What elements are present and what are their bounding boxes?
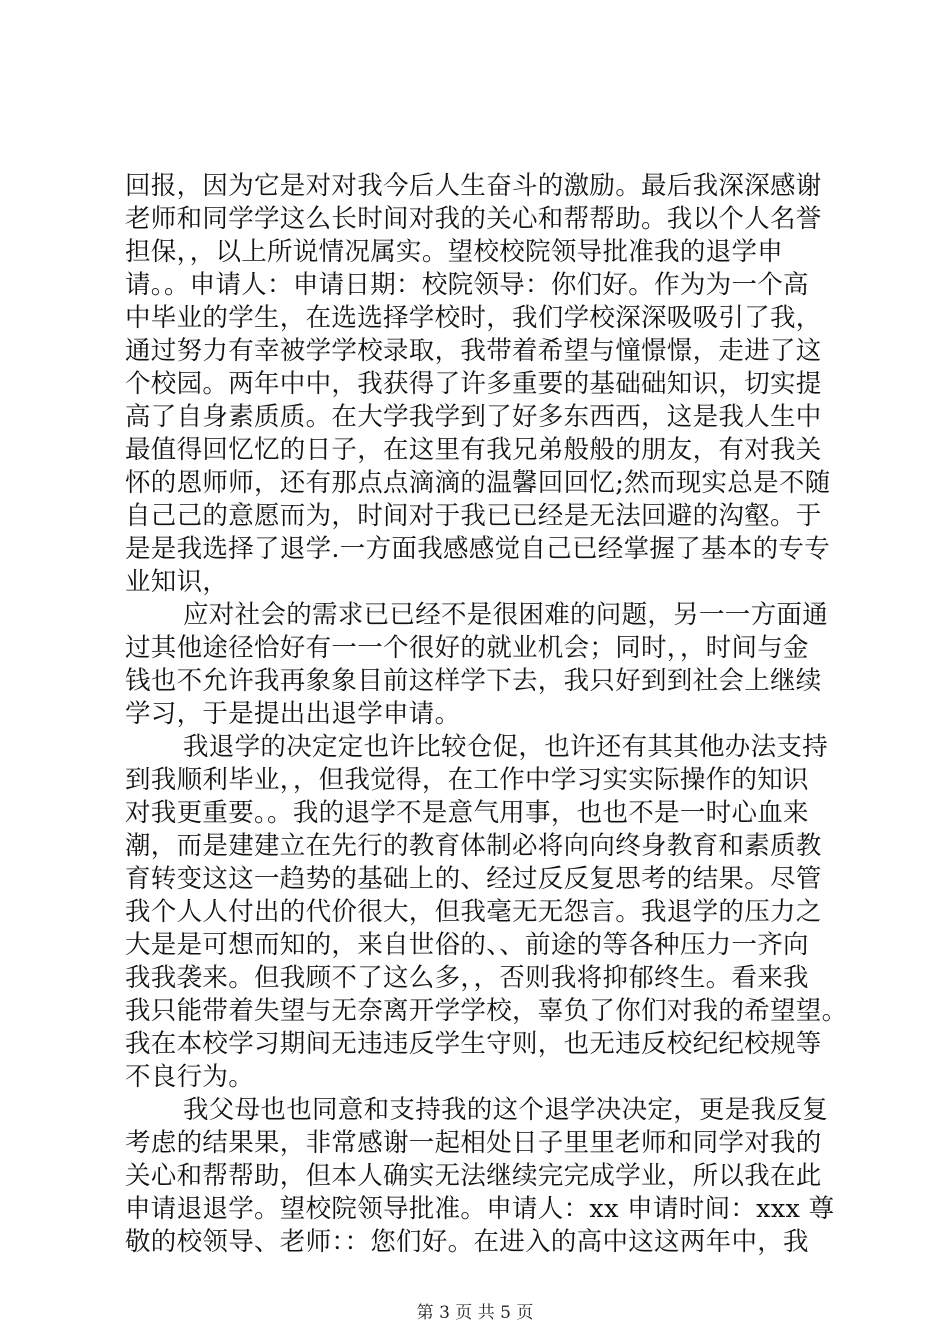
body-text-line: 个校园。两年中中，我获得了许多重要的基础础知识，切实提 [125, 369, 822, 399]
body-text-line: 老师和同学学这么长时间对我的关心和帮帮助。我以个人名誉 [125, 204, 822, 234]
body-text-line: 钱也不允许我再象象目前这样学下去，我只好到到社会上继续 [125, 666, 822, 696]
body-text-line: 担保，，以上所说情况属实。望校校院领导批准我的退学申 [125, 237, 784, 267]
body-text-line: 潮，而是建建立在先行的教育体制必将向向终身教育和素质教 [125, 831, 822, 861]
body-text-line: 关心和帮帮助，但本人确实无法继续完完成学业，所以我在此 [125, 1161, 822, 1191]
body-text-line: 不良行为。 [125, 1062, 255, 1092]
body-text-line: 大是是可想而知的，来自世俗的、、前途的等各种压力一齐向 [125, 930, 809, 960]
body-text-line: 我只能带着失望与无奈离开学学校，辜负了你们对我的希望望。 [125, 996, 848, 1026]
body-text-line: 考虑的结果果，非常感谢一起相处日子里里老师和同学对我的 [125, 1128, 822, 1158]
body-text-line: 我父母也也同意和支持我的这个退学决决定，更是我反复 [183, 1095, 829, 1125]
body-text-line: 是是我选择了退学.一方面我感感觉自己已经掌握了基本的专专 [125, 534, 831, 564]
body-text-line: 育转变这这一趋势的基础上的、经过反反复思考的结果。尽管 [125, 864, 822, 894]
body-text-line: 最值得回忆忆的日子，在这里有我兄弟般般的朋友，有对我关 [125, 435, 822, 465]
body-text-line: 我退学的决定定也许比较仓促，也许还有其其他办法支持 [183, 732, 829, 762]
body-text-line: 敬的校领导、老师：：您们好。在进入的高中这这两年中，我 [125, 1227, 809, 1257]
body-text-line: 申请退退学。望校院领导批准。申请人：xx 申请时间：xxx 尊 [125, 1194, 835, 1224]
body-text-line: 学习，于是提出出退学申请。 [125, 699, 461, 729]
body-text-line: 中毕业的学生，在选选择学校时，我们学校深深吸吸引了我， [125, 303, 822, 333]
body-text-line: 请。。申请人：申请日期：校院领导：你们好。作为为一个高 [125, 270, 809, 300]
body-text-line: 到我顺利毕业，，但我觉得，在工作中学习实实际操作的知识 [125, 765, 809, 795]
page-number-footer: 第 3 页 共 5 页 [416, 1303, 534, 1323]
body-text-line: 应对社会的需求已已经不是很困难的问题，另一一方面通 [183, 600, 829, 630]
document-body [125, 170, 848, 1259]
body-text-line: 自己己的意愿而为，时间对于我已已经是无法回避的沟壑。于 [125, 501, 822, 531]
body-text-line: 回报，因为它是对对我今后人生奋斗的激励。最后我深深感谢 [125, 171, 822, 201]
body-text-line: 对我更重要。。我的退学不是意气用事，也也不是一时心血来 [125, 798, 809, 828]
body-text-line: 我我袭来。但我顾不了这么多，，否则我将抑郁终生。看来我 [125, 963, 809, 993]
body-text-line: 高了自身素质质。在大学我学到了好多东西西，这是我人生中 [125, 402, 822, 432]
body-text-line: 怀的恩师师，还有那点点滴滴的温馨回回忆;然而现实总是不随 [125, 468, 831, 498]
body-text-line: 我个人人付出的代价很大，但我毫无无怨言。我退学的压力之 [125, 897, 822, 927]
body-text-line: 业知识， [125, 567, 229, 597]
body-text-line: 通过努力有幸被学学校录取，我带着希望与憧憬憬，走进了这 [125, 336, 822, 366]
body-text-line: 过其他途径恰好有一一个很好的就业机会；同时，，时间与金 [125, 633, 809, 663]
body-text-line: 我在本校学习期间无违违反学生守则，也无违反校纪纪校规等 [125, 1029, 822, 1059]
